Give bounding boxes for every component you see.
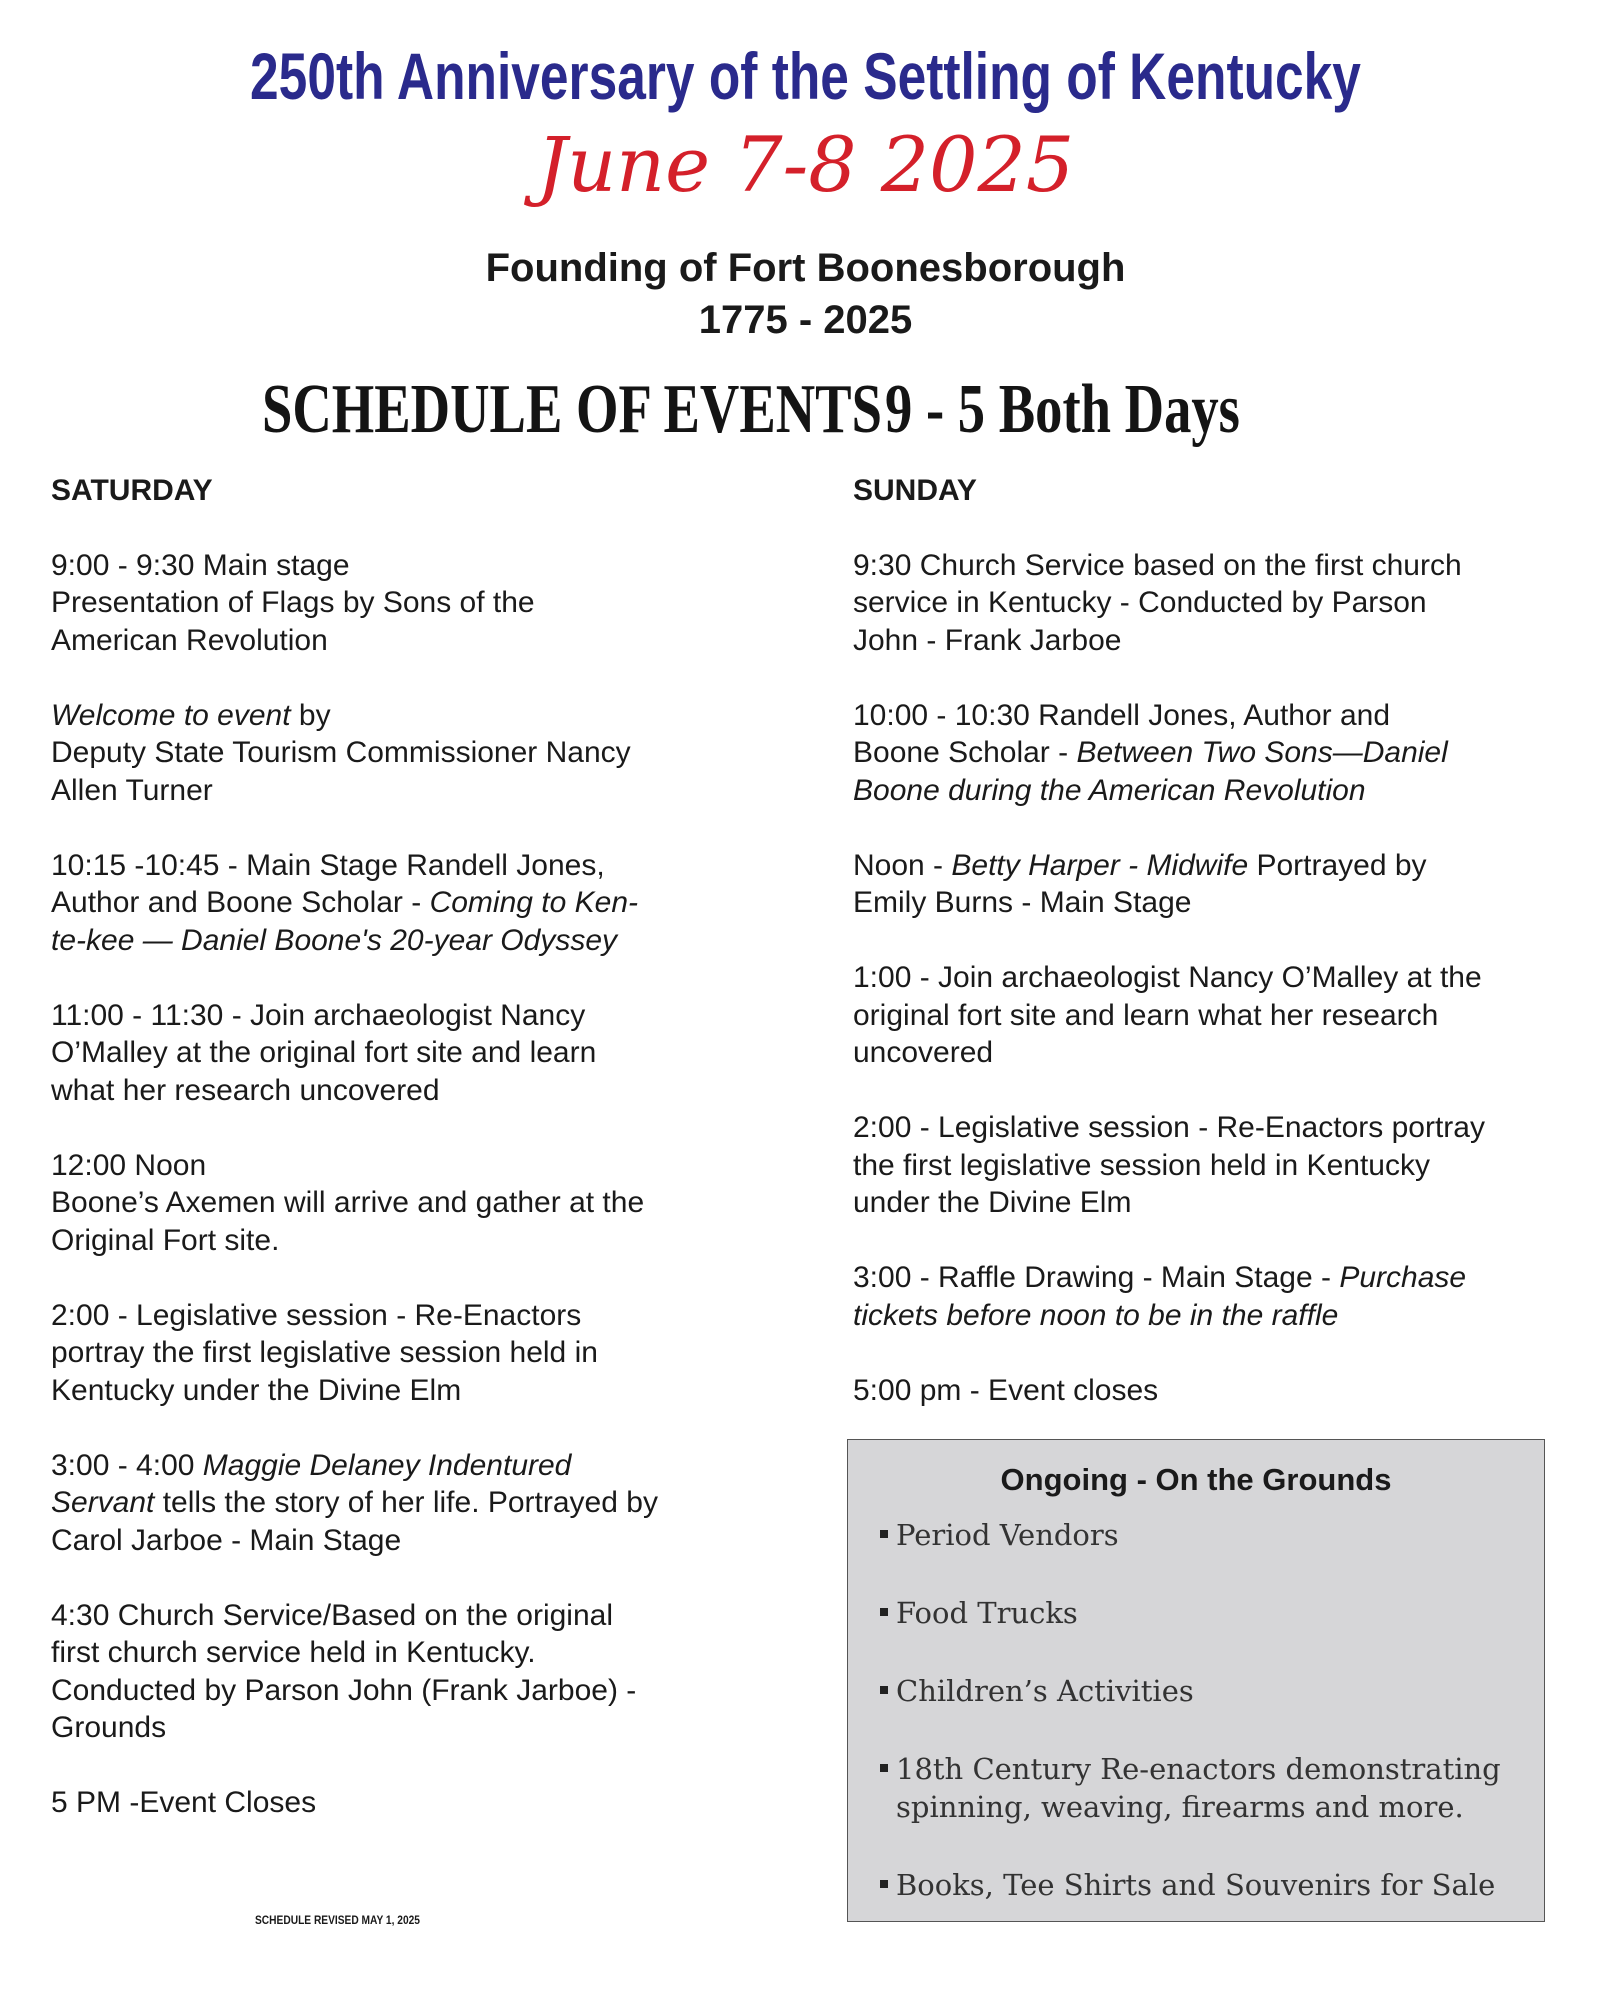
- entry-italic-text: Coming to Ken- te-kee — Daniel Boone's 20-year Odyssey: [51, 886, 639, 957]
- list-item-text: Books, Tee Shirts and Souvenirs for Sale: [896, 1868, 1496, 1902]
- entry-italic-text: Betty Harper - Midwife: [951, 848, 1249, 882]
- event-date: June 7-8 2025: [536, 120, 1075, 209]
- sunday-column: [853, 472, 1573, 1447]
- saturday-label: SATURDAY: [51, 474, 213, 507]
- subtitle-years: 1775 - 2025: [698, 298, 913, 342]
- list-item: [880, 1866, 1530, 1904]
- ongoing-title: Ongoing - On the Grounds: [1000, 1462, 1392, 1497]
- entry-text: 2:00 - Legislative session - Re-Enactors portray the first legislative session held in Kentucky under the Divine Elm: [853, 1111, 1485, 1219]
- schedule-entry: [51, 847, 781, 960]
- entry-italic-text: Purchase tickets before noon to be in the raffle: [853, 1261, 1467, 1332]
- schedule-entry: [853, 1109, 1573, 1222]
- entry-text: 9:00 - 9:30 Main stage Presentation of Flags by Sons of the American Revolution: [51, 548, 535, 657]
- schedule-entry: [853, 959, 1573, 1072]
- schedule-entry: [853, 697, 1573, 810]
- entry-text: 5 PM -Event Closes: [51, 1786, 317, 1819]
- entry-text: 12:00 Noon Boone’s Axemen will arrive and gather at the Original Fort site.: [51, 1148, 645, 1257]
- entry-text: 10:00 - 10:30 Randell Jones, Author and Boone Scholar -: [853, 698, 1391, 769]
- hours-heading: 9 - 5 Both Days: [885, 371, 1240, 448]
- entry-italic-text: Maggie Delaney Indentured Servant: [51, 1448, 572, 1519]
- schedule-entry: [51, 1784, 781, 1822]
- schedule-entry: [853, 1259, 1573, 1334]
- entry-text: tells the story of her life. Portrayed by Carol Jarboe - Main Stage: [51, 1486, 658, 1557]
- entry-italic-text: Welcome to event: [51, 698, 291, 732]
- list-item: [880, 1516, 1530, 1554]
- ongoing-list: [880, 1516, 1530, 1944]
- entry-text: by Deputy State Tourism Commissioner Nancy Allen Turner: [51, 698, 631, 807]
- saturday-column: [51, 472, 781, 1859]
- schedule-entry: [51, 1597, 781, 1747]
- list-item: [880, 1672, 1530, 1710]
- list-item: [880, 1594, 1530, 1632]
- list-item-text: 18th Century Re-enactors demonstrating spinning, weaving, firearms and more.: [896, 1752, 1501, 1824]
- schedule-entry: [853, 847, 1573, 922]
- event-title: 250th Anniversary of the Settling of Kentucky: [250, 39, 1361, 113]
- ongoing-box: [847, 1439, 1545, 1922]
- entry-text: 10:15 -10:45 - Main Stage Randell Jones, Author and Boone Scholar -: [51, 848, 605, 919]
- entry-text: 2:00 - Legislative session - Re-Enactors portray the first legislative session held in Kentucky under the Divine Elm: [51, 1298, 598, 1407]
- list-item-text: Children’s Activities: [896, 1674, 1194, 1708]
- entry-text: 3:00 - 4:00: [51, 1448, 203, 1482]
- entry-text: 1:00 - Join archaeologist Nancy O’Malley at the original fort site and learn what her research uncovered: [853, 961, 1482, 1069]
- schedule-entry: [51, 697, 781, 810]
- list-item-text: Period Vendors: [896, 1518, 1119, 1552]
- schedule-entry: [51, 1297, 781, 1410]
- square-bullet-icon: [880, 1686, 888, 1694]
- schedule-entry: [51, 1447, 781, 1560]
- entry-italic-text: Between Two Sons—Daniel Boone during the American Revolution: [853, 736, 1448, 807]
- entry-text: 3:00 - Raffle Drawing - Main Stage -: [853, 1261, 1340, 1294]
- schedule-entry: [51, 997, 781, 1110]
- square-bullet-icon: [880, 1608, 888, 1616]
- list-item: [880, 1750, 1530, 1826]
- schedule-entry: [51, 547, 781, 660]
- schedule-heading: SCHEDULE OF EVENTS: [262, 371, 882, 448]
- square-bullet-icon: [880, 1764, 888, 1772]
- sunday-label: SUNDAY: [853, 474, 977, 507]
- list-item-text: Food Trucks: [896, 1596, 1078, 1630]
- schedule-entry: [853, 547, 1573, 660]
- square-bullet-icon: [880, 1880, 888, 1888]
- entry-text: 4:30 Church Service/Based on the original first church service held in Kentucky. Conducted by Parson John (Frank Jarboe) - Grounds: [51, 1598, 637, 1744]
- entry-text: 11:00 - 11:30 - Join archaeologist Nancy O’Malley at the original fort site and learn what her research uncovered: [51, 998, 597, 1107]
- square-bullet-icon: [880, 1530, 888, 1538]
- entry-text: Portrayed by Emily Burns - Main Stage: [853, 848, 1427, 919]
- entry-text: 9:30 Church Service based on the first church service in Kentucky - Conducted by Parson John - Frank Jarboe: [853, 548, 1462, 657]
- schedule-entry: [853, 1372, 1573, 1410]
- revision-note: SCHEDULE REVISED MAY 1, 2025: [255, 1913, 420, 1927]
- entry-text: 5:00 pm - Event closes: [853, 1373, 1159, 1407]
- entry-text: Noon -: [853, 848, 952, 882]
- subtitle-founding: Founding of Fort Boonesborough: [485, 246, 1126, 290]
- schedule-entry: [51, 1147, 781, 1260]
